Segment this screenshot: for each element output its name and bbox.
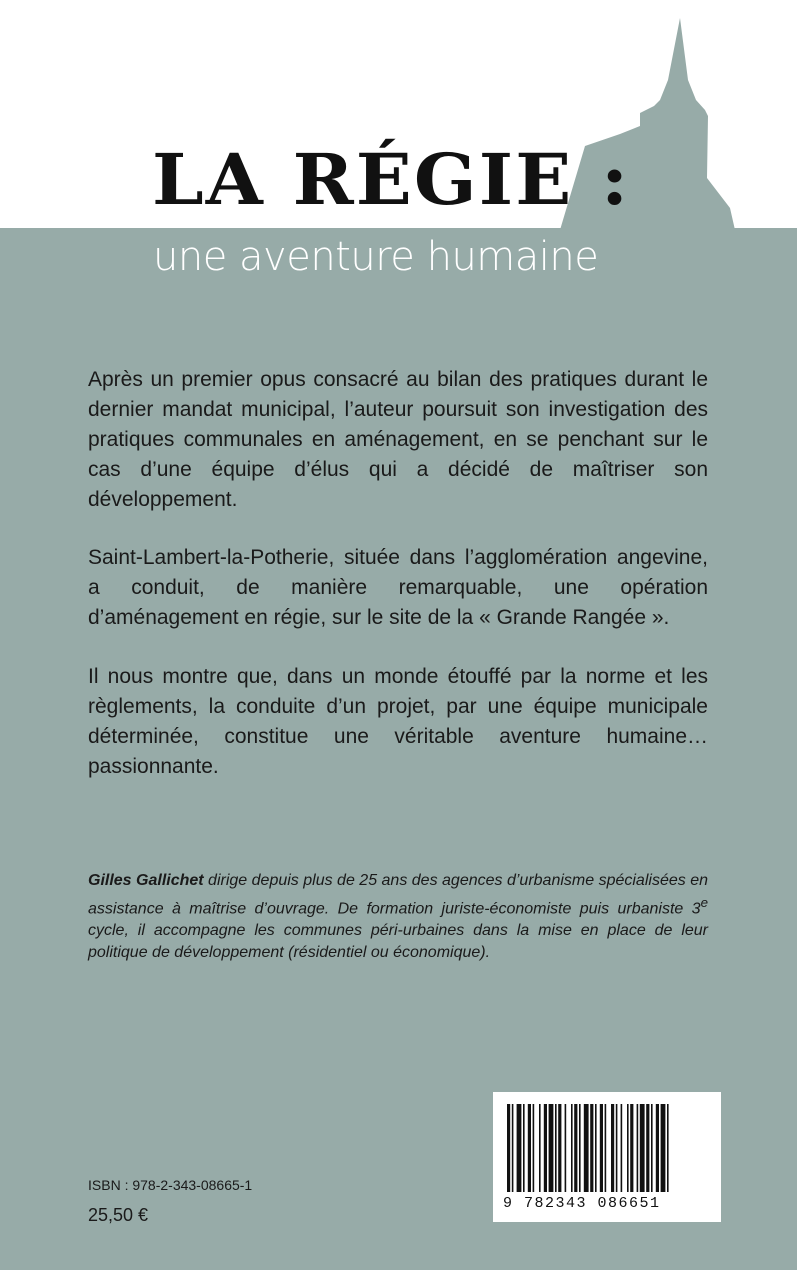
barcode-bar: [558, 1104, 561, 1192]
barcode-bar: [611, 1104, 614, 1192]
barcode-bar: [533, 1104, 535, 1192]
barcode-bar: [595, 1104, 597, 1192]
barcode-bar: [539, 1104, 541, 1192]
barcode-bar: [621, 1104, 623, 1192]
author-bio-text: cycle, il accompagne les communes péri-urbaines dans la mise en place de leur politique de développement (résidentiel ou économique).: [88, 922, 708, 962]
isbn-label: ISBN : 978-2-343-08665-1: [88, 1177, 253, 1193]
barcode-bar: [549, 1104, 554, 1192]
blurb-paragraph: Saint-Lambert-la-Potherie, située dans l’agglomération angevine, a conduit, de manière remarquable, une opération d’aménagement en régie, sur le site de la « Grande Rangée ».: [88, 546, 708, 629]
blurb-paragraph: Après un premier opus consacré au bilan des pratiques durant le dernier mandat municipal, l’auteur poursuit son investigation des pratiques communales en aménagement, en se penchant sur le cas d’une équipe d’élus qui a décidé de maîtriser son développement.: [88, 368, 708, 511]
barcode-bar: [579, 1104, 581, 1192]
barcode-bar: [565, 1104, 567, 1192]
barcode-bar: [616, 1104, 618, 1192]
blurb-paragraph: Il nous montre que, dans un monde étouffé par la norme et les règlements, la conduite d’un projet, par une équipe municipale déterminée, constitue une véritable aventure humaine… passionnante.: [88, 665, 708, 778]
barcode-digits: 9 782343 086651: [503, 1195, 661, 1212]
book-subtitle: une aventure humaine: [153, 234, 599, 280]
barcode-bar: [523, 1104, 525, 1192]
barcode-bar: [640, 1104, 645, 1192]
barcode-bar: [627, 1104, 629, 1192]
barcode-bar: [528, 1104, 531, 1192]
barcode-bar: [646, 1104, 649, 1192]
barcode-bar: [600, 1104, 603, 1192]
barcode-bar: [544, 1104, 547, 1192]
author-bio-text: dirige depuis plus de 25 ans des agences d’urbanisme spécialisées en assistance à maîtrise d’ouvrage. De formation juriste-économiste puis urbaniste 3: [88, 872, 708, 918]
barcode-bar: [584, 1104, 589, 1192]
author-bio-superscript: e: [700, 895, 708, 910]
barcode-bar: [512, 1104, 514, 1192]
barcode-bars: [505, 1104, 709, 1194]
book-title: LA RÉGIE :: [152, 138, 631, 221]
barcode-bar: [517, 1104, 522, 1192]
barcode-bar: [555, 1104, 557, 1192]
author-name: Gilles Gallichet: [88, 872, 204, 889]
price-label: 25,50 €: [88, 1205, 149, 1225]
barcode-bar: [574, 1104, 577, 1192]
barcode-bar: [661, 1104, 666, 1192]
barcode-bar: [571, 1104, 573, 1192]
barcode-bar: [605, 1104, 607, 1192]
barcode-bar: [656, 1104, 659, 1192]
barcode-bar: [590, 1104, 593, 1192]
barcode-bar: [637, 1104, 639, 1192]
author-bio: [88, 870, 708, 964]
barcode-bar: [630, 1104, 633, 1192]
barcode-bar: [667, 1104, 669, 1192]
barcode-bar: [651, 1104, 653, 1192]
barcode-bar: [507, 1104, 510, 1192]
barcode: [493, 1092, 721, 1222]
